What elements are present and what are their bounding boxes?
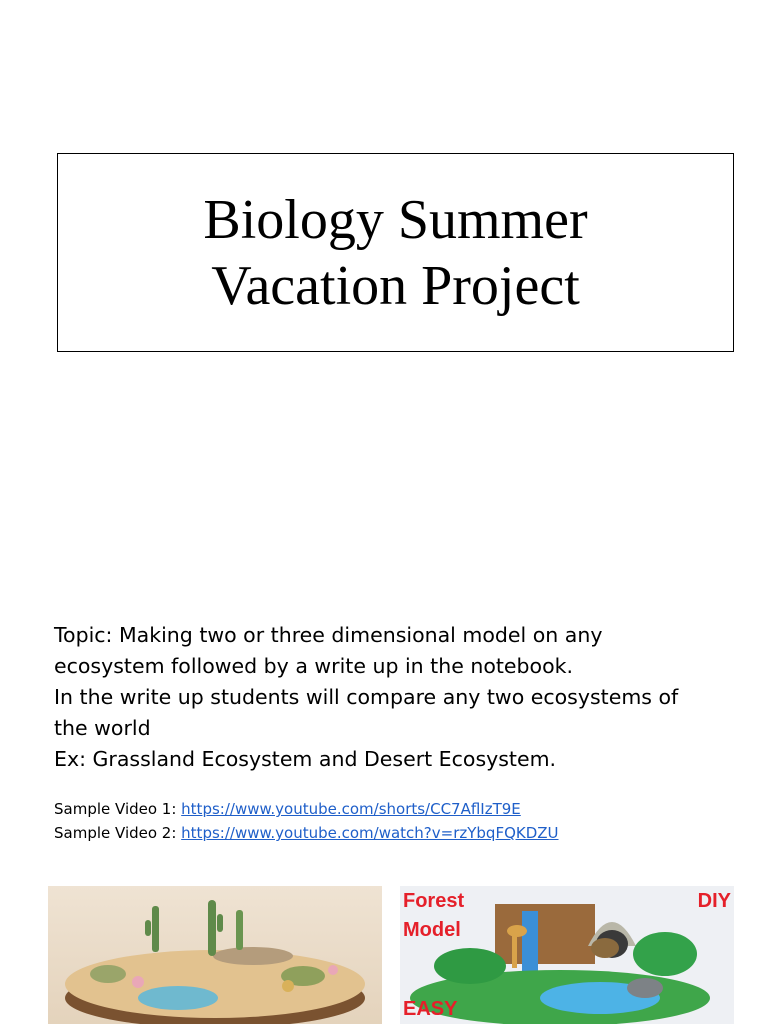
sample-video-1-link[interactable]: https://www.youtube.com/shorts/CC7AflIzT9E [181,800,521,818]
body-line: the world [54,716,151,740]
sample-video-1 [54,797,754,821]
sample-video-2 [54,821,754,845]
forest-label-diy: DIY [697,890,731,912]
title-box [57,153,734,352]
forest-label-2: Model [403,919,461,941]
forest-label-easy: EASY [403,998,458,1020]
forest-label-1: Forest [403,890,465,912]
sample-video-1-label: Sample Video 1: [54,800,182,818]
body-line: Ex: Grassland Ecosystem and Desert Ecosystem. [54,747,557,771]
title-line-2: Vacation Project [211,254,580,317]
title-line-1: Biology Summer [203,188,588,251]
sample-videos [54,797,754,845]
body-line: ecosystem followed by a write up in the notebook. [54,654,574,678]
forest-model-image [400,886,734,1024]
topic-description [54,620,754,775]
sample-video-2-link[interactable]: https://www.youtube.com/watch?v=rzYbqFQKDZU [181,824,559,842]
desert-model-image [48,886,382,1024]
sample-video-2-label: Sample Video 2: [54,824,182,842]
body-line: Topic: Making two or three dimensional model on any [54,623,603,647]
body-line: In the write up students will compare any two ecosystems of [54,685,679,709]
